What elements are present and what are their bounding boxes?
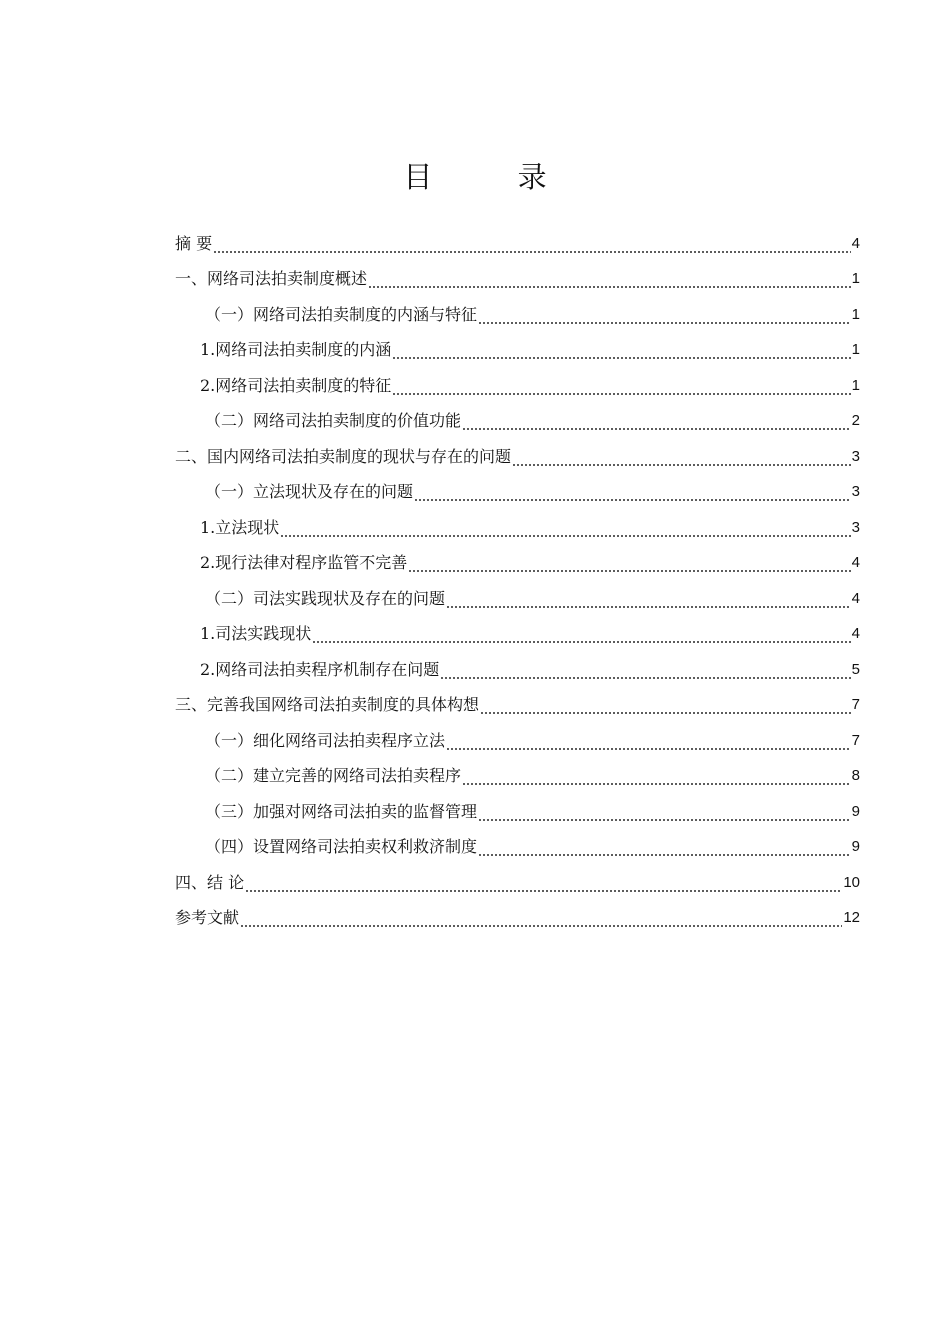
toc-page-number: 7 [851, 731, 860, 749]
toc-entry[interactable] [175, 652, 860, 688]
table-of-contents [175, 226, 860, 936]
toc-entry[interactable] [175, 546, 860, 582]
toc-entry-text: 1.网络司法拍卖制度的内涵 [200, 340, 392, 360]
dot-leader [478, 819, 851, 821]
toc-page-number: 1 [851, 341, 860, 359]
toc-entry[interactable] [175, 262, 860, 298]
toc-entry-text: （一）网络司法拍卖制度的内涵与特征 [205, 304, 478, 324]
toc-entry[interactable] [175, 865, 860, 901]
toc-entry[interactable] [175, 581, 860, 617]
toc-entry[interactable] [175, 475, 860, 511]
dot-leader [446, 606, 851, 608]
toc-entry-text: 二、国内网络司法拍卖制度的现状与存在的问题 [175, 446, 512, 466]
toc-entry-text: （二）司法实践现状及存在的问题 [205, 588, 446, 608]
dot-leader [368, 286, 851, 288]
dot-leader [446, 748, 851, 750]
dot-leader [478, 322, 851, 324]
dot-leader [213, 251, 851, 253]
toc-entry[interactable] [175, 723, 860, 759]
toc-entry[interactable] [175, 297, 860, 333]
dot-leader [392, 393, 850, 395]
dot-leader [245, 890, 842, 892]
toc-entry-text: 2.网络司法拍卖程序机制存在问题 [200, 659, 440, 679]
toc-entry-text: 1.立法现状 [200, 517, 280, 537]
dot-leader [462, 783, 851, 785]
toc-entry[interactable] [175, 439, 860, 475]
toc-page-number: 8 [851, 767, 860, 785]
toc-page-number: 7 [851, 696, 860, 714]
toc-page-number: 9 [851, 838, 860, 856]
dot-leader [478, 854, 851, 856]
toc-page-number: 3 [851, 483, 860, 501]
toc-page-number: 3 [851, 518, 860, 536]
toc-page-number: 5 [851, 660, 860, 678]
toc-page-number: 4 [851, 625, 860, 643]
toc-page-number: 2 [851, 412, 860, 430]
toc-entry-text: 参考文献 [175, 908, 240, 928]
toc-entry[interactable] [175, 617, 860, 653]
dot-leader [312, 641, 850, 643]
toc-page-number: 4 [851, 554, 860, 572]
toc-entry[interactable] [175, 368, 860, 404]
toc-entry[interactable] [175, 759, 860, 795]
toc-entry-text: 1.司法实践现状 [200, 624, 312, 644]
toc-entry[interactable] [175, 510, 860, 546]
toc-entry[interactable] [175, 404, 860, 440]
toc-entry[interactable] [175, 333, 860, 369]
toc-page-number: 1 [851, 376, 860, 394]
toc-entry-text: 摘 要 [175, 233, 213, 253]
dot-leader [392, 357, 850, 359]
toc-entry-text: （三）加强对网络司法拍卖的监督管理 [205, 801, 478, 821]
toc-entry[interactable] [175, 688, 860, 724]
toc-page-number: 4 [851, 234, 860, 252]
dot-leader [480, 712, 851, 714]
toc-page-number: 1 [851, 305, 860, 323]
toc-entry-text: 2.现行法律对程序监管不完善 [200, 553, 408, 573]
toc-entry[interactable] [175, 830, 860, 866]
toc-entry-text: （一）细化网络司法拍卖程序立法 [205, 730, 446, 750]
dot-leader [440, 677, 850, 679]
toc-page-number: 9 [851, 802, 860, 820]
toc-entry[interactable] [175, 226, 860, 262]
dot-leader [408, 570, 850, 572]
toc-entry-text: （二）建立完善的网络司法拍卖程序 [205, 766, 462, 786]
dot-leader [240, 925, 842, 927]
toc-entry-text: （四）设置网络司法拍卖权利救济制度 [205, 837, 478, 857]
toc-entry-text: （二）网络司法拍卖制度的价值功能 [205, 411, 462, 431]
toc-entry-text: 一、网络司法拍卖制度概述 [175, 269, 368, 289]
toc-page-number: 4 [851, 589, 860, 607]
toc-entry-text: （一）立法现状及存在的问题 [205, 482, 414, 502]
toc-entry-text: 2.网络司法拍卖制度的特征 [200, 375, 392, 395]
page-title: 目 录 [403, 160, 585, 194]
toc-page-number: 12 [843, 909, 860, 927]
dot-leader [462, 428, 851, 430]
dot-leader [414, 499, 851, 501]
dot-leader [280, 535, 850, 537]
toc-entry[interactable] [175, 794, 860, 830]
toc-entry-text: 四、结 论 [175, 872, 245, 892]
dot-leader [512, 464, 851, 466]
toc-entry-text: 三、完善我国网络司法拍卖制度的具体构想 [175, 695, 480, 715]
toc-entry[interactable] [175, 901, 860, 937]
toc-page-number: 1 [851, 270, 860, 288]
toc-page-number: 3 [851, 447, 860, 465]
toc-page-number: 10 [843, 873, 860, 891]
